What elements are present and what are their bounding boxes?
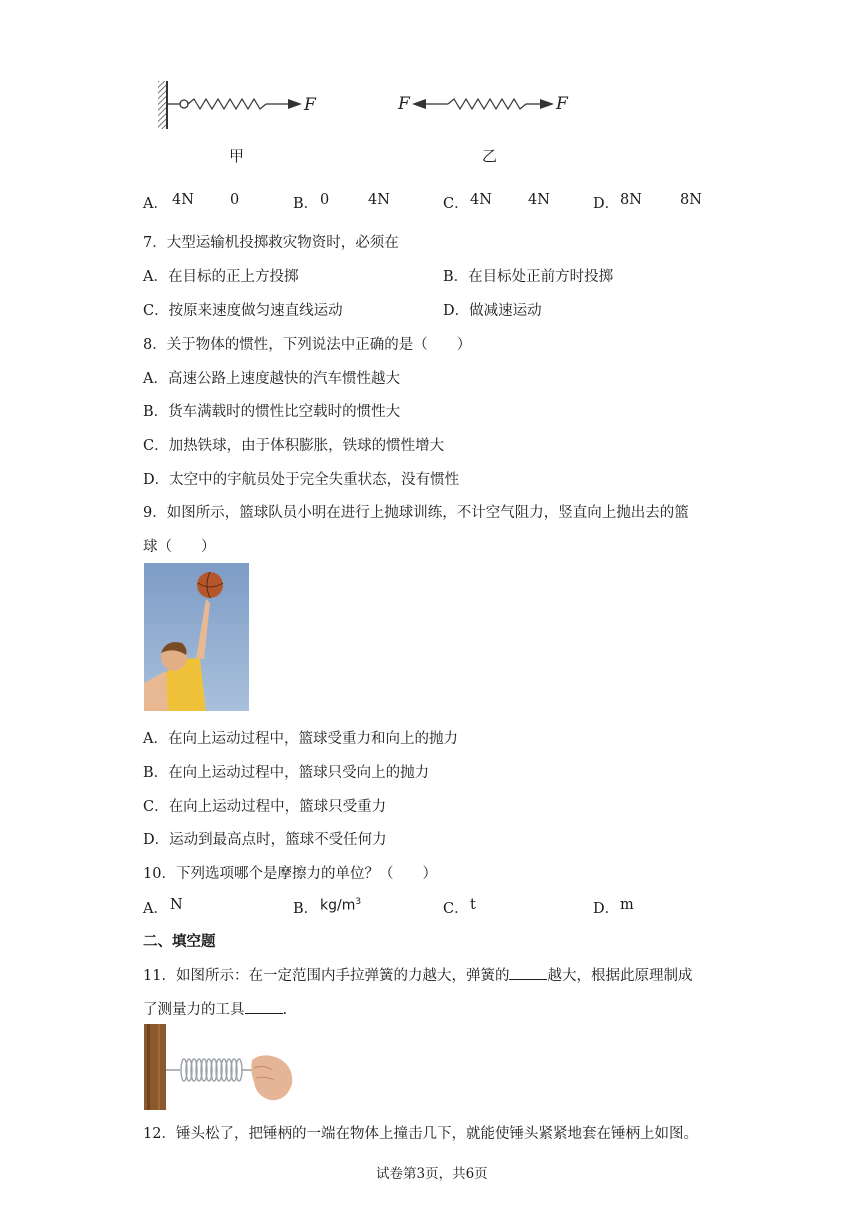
q9-stem-line1: 9．如图所示，篮球队员小明在进行上抛球训练，不计空气阻力，竖直向上抛出去的篮 xyxy=(143,505,689,521)
q9-option-b: B．在向上运动过程中，篮球只受向上的抛力 xyxy=(143,765,430,781)
force-label-f: F xyxy=(304,95,316,115)
q10-option-d-value: m xyxy=(620,897,634,913)
q6-option-c-v1: 4N xyxy=(470,192,492,208)
basketball-photo xyxy=(144,563,249,711)
q6-option-d-letter: D． xyxy=(593,196,620,212)
q6-option-c-v2: 4N xyxy=(528,192,550,208)
q6-option-b-letter: B． xyxy=(293,196,319,212)
section-heading-fill-in: 二、填空题 xyxy=(143,934,216,950)
spring-hand-photo xyxy=(144,1024,296,1110)
q11-text-part4: . xyxy=(282,1002,288,1018)
q10-option-a-value: N xyxy=(170,897,183,913)
q10-option-b-superscript: 3 xyxy=(355,897,362,907)
q6-option-d-v2: 8N xyxy=(680,192,702,208)
q6-option-b-v2: 4N xyxy=(368,192,390,208)
q6-option-b-v1: 0 xyxy=(320,192,330,208)
wall-hatch xyxy=(158,81,167,129)
q10-stem: 10．下列选项哪个是摩擦力的单位？（ ） xyxy=(143,866,437,882)
q12-stem: 12．锤头松了，把锤柄的一端在物体上撞击几下，就能使锤头紧紧地套在锤柄上如图。 xyxy=(143,1126,698,1142)
q9-option-a: A．在向上运动过程中，篮球受重力和向上的抛力 xyxy=(143,731,458,747)
q7-stem: 7．大型运输机投掷救灾物资时，必须在 xyxy=(143,235,399,251)
q11-text-part1: 11．如图所示：在一定范围内手拉弹簧的力越大，弹簧的 xyxy=(143,968,510,984)
q9-stem-line2: 球（ ） xyxy=(143,539,216,555)
force-label-f-left: F xyxy=(398,94,410,114)
q6-option-a-v1: 4N xyxy=(172,192,194,208)
q7-option-b: B．在目标处正前方时投掷 xyxy=(443,269,614,285)
q6-option-d-v1: 8N xyxy=(620,192,642,208)
q10-option-c-value: t xyxy=(470,897,476,913)
q11-answer-blank-1[interactable] xyxy=(509,965,547,980)
q11-line1 xyxy=(143,964,692,985)
q7-option-d: D．做减速运动 xyxy=(443,303,542,319)
page-footer: 试卷第3页，共6页 xyxy=(376,1166,488,1182)
q8-option-a: A．高速公路上速度越快的汽车惯性越大 xyxy=(143,371,400,387)
q11-text-part2: 越大，根据此原理制成 xyxy=(547,968,693,984)
spring-figure-yi xyxy=(396,78,586,134)
arrow-head-right xyxy=(540,99,554,109)
arrow-head xyxy=(288,99,302,109)
q10-option-b-letter: B． xyxy=(293,901,319,917)
q9-option-d: D．运动到最高点时，篮球不受任何力 xyxy=(143,832,387,848)
q11-line2 xyxy=(143,998,287,1019)
q10-option-d-letter: D． xyxy=(593,901,620,917)
spring-coil xyxy=(188,99,266,109)
q6-option-a-letter: A． xyxy=(143,196,168,212)
q11-text-part3: 了测量力的工具 xyxy=(143,1002,245,1018)
figure-label-jia: 甲 xyxy=(229,147,245,165)
q10-option-a-letter: A． xyxy=(143,901,168,917)
force-label-f-right: F xyxy=(556,94,568,114)
q6-option-a-v2: 0 xyxy=(230,192,240,208)
q11-answer-blank-2[interactable] xyxy=(245,999,283,1014)
q6-option-c-letter: C． xyxy=(443,196,469,212)
q10-option-c-letter: C． xyxy=(443,901,469,917)
q10-option-b-value: $kg/m^3$ xyxy=(320,897,362,914)
q7-option-c: C．按原来速度做匀速直线运动 xyxy=(143,303,343,319)
q8-option-b: B．货车满载时的惯性比空载时的惯性大 xyxy=(143,404,401,420)
spring-coil xyxy=(448,99,526,109)
q8-option-d: D．太空中的宇航员处于完全失重状态，没有惯性 xyxy=(143,472,460,488)
spring-figure-jia xyxy=(150,78,330,134)
q7-option-a: A．在目标的正上方投掷 xyxy=(143,269,299,285)
figure-label-yi: 乙 xyxy=(482,147,498,165)
q9-option-c: C．在向上运动过程中，篮球只受重力 xyxy=(143,799,387,815)
arrow-head-left xyxy=(412,99,426,109)
q8-stem: 8．关于物体的惯性，下列说法中正确的是（ ） xyxy=(143,337,472,353)
ring xyxy=(180,100,188,108)
q8-option-c: C．加热铁球，由于体积膨胀，铁球的惯性增大 xyxy=(143,438,445,454)
